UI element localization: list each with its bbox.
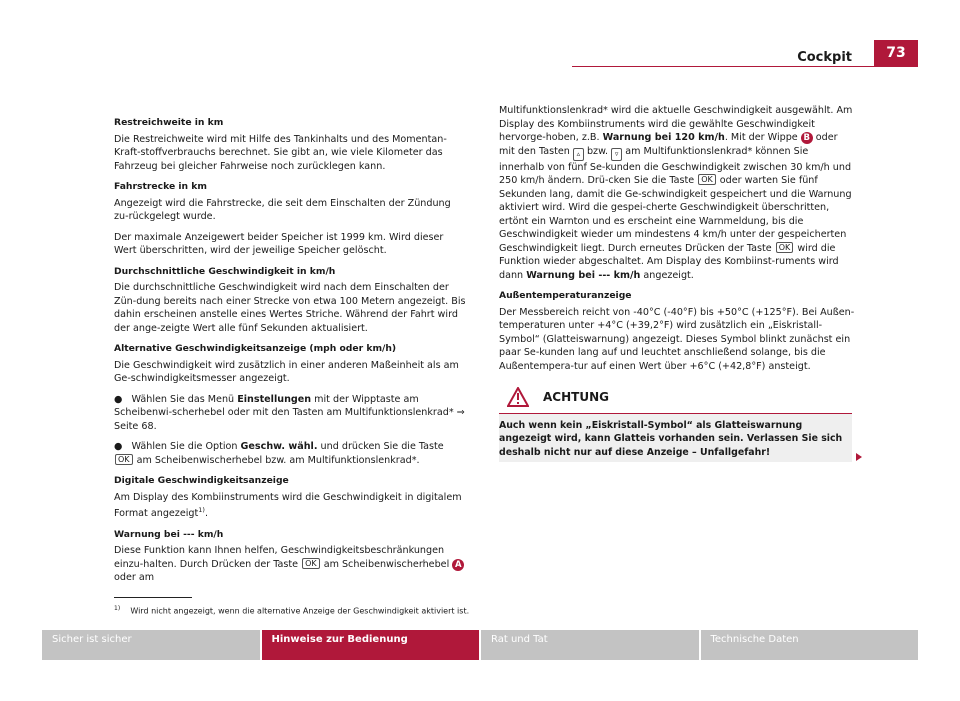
footer-tab-technical[interactable]: Technische Daten <box>701 630 919 660</box>
warning-box <box>499 383 852 462</box>
list-item: ● Wählen Sie die Option Geschw. wähl. und drücken Sie die Taste OK am Scheibenwischerhebel bzw. am Multifunktionslenkrad*. <box>114 441 444 466</box>
paragraph: Multifunktionslenkrad* wird die aktuelle Geschwindigkeit ausgewählt. Am Display des Kombiinstruments wird die gewählte Geschwindigkeit hervorge-hoben, z.B. Warnung bei 120 km/h. Mit der Wippe B oder mit den Tasten ▵ bzw. ▿ am Multifunktionslenkrad* können Sie innerhalb von fünf Se-kunden die Geschwindigkeit zwischen 30 km/h und 250 km/h ändern. Drü-cken Sie die Taste OK oder warten Sie fünf Sekunden lang, damit die Ge-schwindigkeit gespeichert und die Warnung aktiviert wird. Wird die gespei-cherte Geschwindigkeit überschritten, ertönt ein Warnton und es erscheint eine Warnmeldung, bis die Geschwindigkeit wieder um mindestens 4 km/h unter der gespeicherten Geschwindigkeit liegt. Durch erneutes Drücken der Taste OK wird die Funktion wieder abgeschaltet. Am Display des Kombiinst-ruments wird dann Warnung bei --- km/h angezeigt. <box>499 105 853 281</box>
paragraph: Am Display des Kombiinstruments wird die Geschwindigkeit in digitalem Format angezeigt$^{1)}$. <box>114 491 462 519</box>
left-column <box>114 116 466 592</box>
footnote-rule <box>114 597 192 598</box>
ok-key: OK <box>776 242 794 253</box>
footer-tab-tips[interactable]: Rat und Tat <box>481 630 699 660</box>
header-rule <box>572 66 918 67</box>
footer-tab-operation[interactable]: Hinweise zur Bedienung <box>262 630 480 660</box>
heading-outside-temp: Außentemperaturanzeige <box>499 290 632 301</box>
callout-b: B <box>801 132 813 144</box>
down-arrow-key-icon: ▿ <box>611 148 622 161</box>
list-item: ● Wählen Sie das Menü Einstellungen mit der Wipptaste am Scheibenwi-scherhebel oder mit den Tasten am Multifunktionslenkrad* ⇒ Seite 68. <box>114 393 465 432</box>
paragraph: Der Messbereich reicht von -40°C (-40°F) bis +50°C (+125°F). Bei Außen-temperaturen unter +4°C (+39,2°F) wird zusätzlich ein „Eiskristall-Symbol“ (Glatteiswarnung) angezeigt. Dieses Symbol blinkt zunächst ein paar Se-kunden lang auf und leuchtet anschließend solange, bis die Außentempera-tur auf einen Wert über +6°C (+42,8°F) ansteigt. <box>499 306 855 372</box>
menu-name: Einstellungen <box>237 393 312 405</box>
warning-triangle-icon <box>507 387 529 407</box>
option-name: Geschw. wähl. <box>240 441 318 452</box>
warning-header <box>499 383 852 414</box>
continue-arrow-icon <box>856 453 862 461</box>
heading-avg-speed: Durchschnittliche Geschwindigkeit in km/h <box>114 265 336 277</box>
footer-tab-safety[interactable]: Sicher ist sicher <box>42 630 260 660</box>
paragraph: Der maximale Anzeigewert beider Speicher ist 1999 km. Wird dieser Wert überschritten, wird der jeweilige Speicher gelöscht. <box>114 231 444 256</box>
paragraph: Die Restreichweite wird mit Hilfe des Tankinhalts und des Momentan-Kraft-stoffverbrauchs berechnet. Sie gibt an, wie viele Kilometer das Fahrzeug bei gleicher Fahrweise noch zurücklegen kann. <box>114 133 447 172</box>
section-title: Cockpit <box>797 50 852 65</box>
footnote: $^{1)}$ Wird nicht angezeigt, wenn die alternative Anzeige der Geschwindigkeit aktiviert ist. <box>114 605 470 616</box>
paragraph: Die Geschwindigkeit wird zusätzlich in einer anderen Maßeinheit als am Ge-schwindigkeitsmesser angezeigt. <box>114 359 459 384</box>
ok-key: OK <box>302 558 320 569</box>
paragraph: Die durchschnittliche Geschwindigkeit wird nach dem Einschalten der Zün-dung bereits nach einer Strecke von etwa 100 Metern angezeigt. Bis dahin erscheinen anstelle eines Wertes Striche. Während der Fahrt wird der ange-zeigte Wert alle fünf Sekunden aktualisiert. <box>114 282 466 334</box>
warning-title: ACHTUNG <box>543 390 609 404</box>
page-number: 73 <box>874 40 918 67</box>
paragraph: Diese Funktion kann Ihnen helfen, Geschwindigkeitsbeschränkungen einzu-halten. Durch Drücken der Taste OK am Scheibenwischerhebel A oder am <box>114 544 466 585</box>
footer-nav <box>42 630 918 660</box>
heading-range: Restreichweite in km <box>114 117 224 128</box>
heading-speed-warning: Warnung bei --- km/h <box>114 528 224 540</box>
ok-key: OK <box>698 174 716 185</box>
heading-digital-speed: Digitale Geschwindigkeitsanzeige <box>114 475 289 486</box>
heading-distance: Fahrstrecke in km <box>114 181 207 192</box>
up-arrow-key-icon: ▵ <box>573 148 584 161</box>
footnote-ref: 1) <box>198 506 205 514</box>
callout-a: A <box>452 559 464 571</box>
ok-key: OK <box>115 454 133 465</box>
right-column <box>499 104 855 380</box>
heading-alt-speed: Alternative Geschwindigkeitsanzeige (mph oder km/h) <box>114 343 397 354</box>
paragraph: Angezeigt wird die Fahrstrecke, die seit dem Einschalten der Zündung zu-rückgelegt wurde. <box>114 197 451 222</box>
warning-text: Auch wenn kein „Eiskristall-Symbol“ als Glatteiswarnung angezeigt wird, kann Glatteis vorhanden sein. Verlassen Sie sich deshalb nicht nur auf diese Anzeige – Unfallgefahr! <box>499 420 843 458</box>
